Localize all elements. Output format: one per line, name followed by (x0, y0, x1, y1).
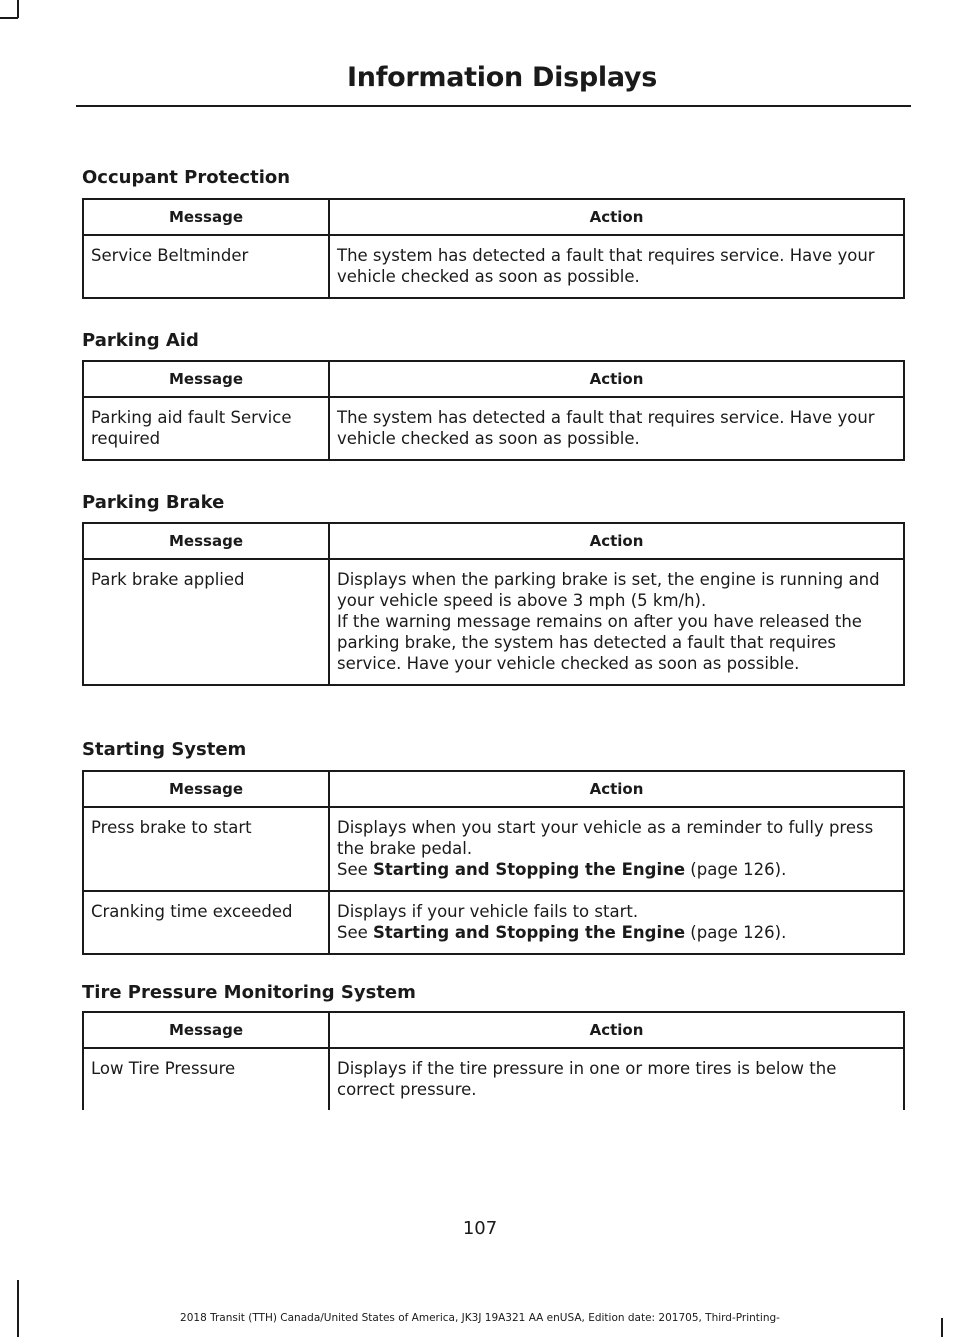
section-title: Starting System (82, 739, 247, 760)
xref-page: (page 126). (685, 860, 787, 879)
table-header-row (83, 1012, 904, 1048)
table-header-row (83, 523, 904, 559)
page-number: 107 (462, 1218, 498, 1239)
xref-prefix: See (337, 923, 374, 942)
table-row (83, 807, 904, 891)
message-column-header: Message (83, 771, 329, 807)
xref-page: (page 126). (685, 923, 787, 942)
action-cell (329, 891, 904, 954)
table-header-row (83, 361, 904, 397)
message-cell: Service Beltminder (83, 235, 329, 298)
section-title: Parking Brake (82, 492, 225, 513)
message-table (82, 360, 905, 461)
crop-mark (17, 1280, 19, 1337)
cross-reference (337, 922, 897, 943)
page-header (0, 58, 960, 98)
page-title: Information Displays (347, 62, 657, 93)
action-text: Displays when you start your vehicle as a reminder to fully press the brake pedal. (337, 818, 874, 858)
action-text: If the warning message remains on after you have released the parking brake, the system has detected a fault that requires service. Have your vehicle checked as soon as possible. (337, 612, 862, 673)
message-cell: Low Tire Pressure (83, 1048, 329, 1110)
footer-edition-info: 2018 Transit (TTH) Canada/United States of America, JK3J 19A321 AA enUSA, Edition date: 201705, Third-Printing- (180, 1312, 780, 1324)
action-text: Displays if the tire pressure in one or more tires is below the correct pressure. (337, 1059, 837, 1099)
table-row (83, 891, 904, 954)
action-text: The system has detected a fault that requires service. Have your vehicle checked as soon as possible. (337, 246, 875, 286)
action-cell (329, 235, 904, 298)
action-column-header: Action (329, 1012, 904, 1048)
message-column-header: Message (83, 199, 329, 235)
message-cell: Press brake to start (83, 807, 329, 891)
section-title: Parking Aid (82, 330, 199, 351)
action-text: The system has detected a fault that requires service. Have your vehicle checked as soon as possible. (337, 408, 875, 448)
table-row (83, 559, 904, 685)
action-column-header: Action (329, 771, 904, 807)
xref-link[interactable]: Starting and Stopping the Engine (373, 923, 686, 942)
header-divider (76, 105, 911, 107)
message-table (82, 198, 905, 299)
crop-mark (17, 0, 19, 18)
table-row (83, 397, 904, 460)
xref-prefix: See (337, 860, 374, 879)
action-column-header: Action (329, 523, 904, 559)
action-text: Displays when the parking brake is set, the engine is running and your vehicle speed is above 3 mph (5 km/h). (337, 570, 880, 610)
action-cell (329, 1048, 904, 1110)
message-cell: Parking aid fault Service required (83, 397, 329, 460)
action-cell (329, 807, 904, 891)
action-cell (329, 559, 904, 685)
crop-mark (0, 17, 18, 19)
message-column-header: Message (83, 1012, 329, 1048)
table-header-row (83, 771, 904, 807)
action-cell (329, 397, 904, 460)
action-text: Displays if your vehicle fails to start. (337, 902, 639, 921)
action-column-header: Action (329, 361, 904, 397)
message-cell: Park brake applied (83, 559, 329, 685)
xref-link[interactable]: Starting and Stopping the Engine (373, 860, 686, 879)
table-header-row (83, 199, 904, 235)
table-row (83, 235, 904, 298)
section-title: Tire Pressure Monitoring System (82, 982, 416, 1003)
message-table (82, 770, 905, 955)
cross-reference (337, 859, 897, 880)
message-cell: Cranking time exceeded (83, 891, 329, 954)
message-table (82, 1011, 905, 1110)
section-title: Occupant Protection (82, 167, 291, 188)
action-column-header: Action (329, 199, 904, 235)
message-column-header: Message (83, 361, 329, 397)
table-row (83, 1048, 904, 1110)
message-column-header: Message (83, 523, 329, 559)
message-table (82, 522, 905, 686)
